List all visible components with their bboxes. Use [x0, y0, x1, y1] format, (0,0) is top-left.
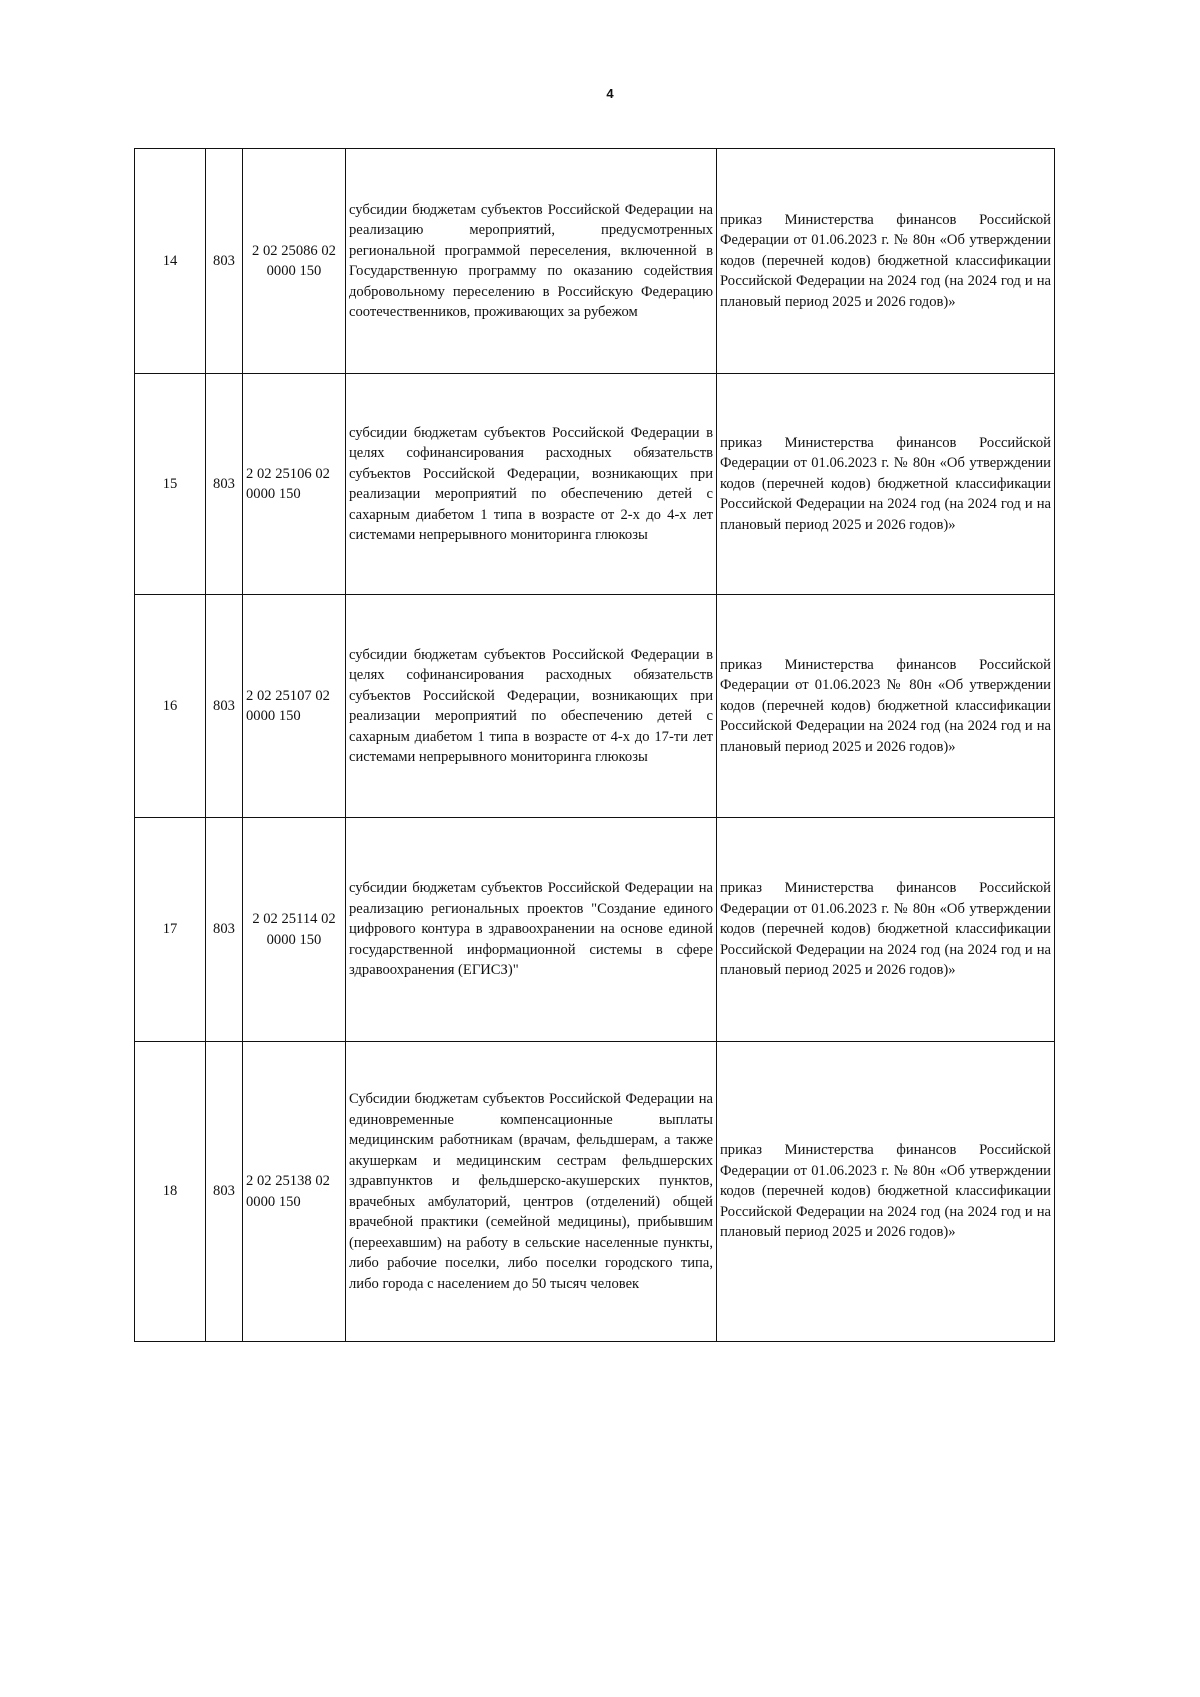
row-number: 14: [135, 149, 206, 374]
table-row: [135, 1042, 1055, 1342]
admin-code: 803: [206, 818, 243, 1042]
income-description: субсидии бюджетам субъектов Российской Федерации в целях софинансирования расходных обязательств субъектов Российской Федерации, возникающих при реализации мероприятий по обеспечению детей с сахарным диабетом 1 типа в возрасте от 4-х до 17-ти лет системами непрерывного мониторинга глюкозы: [346, 595, 717, 818]
legal-basis: приказ Министерства финансов Российской Федерации от 01.06.2023 г. № 80н «Об утверждении кодов (перечней кодов) бюджетной классификации Российской Федерации на 2024 год (на 2024 год и на плановый период 2025 и 2026 годов)»: [717, 149, 1055, 374]
page-number: 4: [606, 86, 614, 101]
admin-code: 803: [206, 1042, 243, 1342]
legal-basis: приказ Министерства финансов Российской Федерации от 01.06.2023 г. № 80н «Об утверждении кодов (перечней кодов) бюджетной классификации Российской Федерации на 2024 год (на 2024 год и на плановый период 2025 и 2026 годов)»: [717, 1042, 1055, 1342]
table-row: [135, 149, 1055, 374]
legal-basis: приказ Министерства финансов Российской Федерации от 01.06.2023 № 80н «Об утверждении кодов (перечней кодов) бюджетной классификации Российской Федерации на 2024 год (на 2024 год и на плановый период 2025 и 2026 годов)»: [717, 595, 1055, 818]
table-row: [135, 818, 1055, 1042]
admin-code: 803: [206, 595, 243, 818]
income-description: Субсидии бюджетам субъектов Российской Федерации на единовременные компенсационные выплаты медицинским работникам (врачам, фельдшерам, а также акушеркам и медицинским сестрам фельдшерских здравпунктов и фельдшерско-акушерских пунктов, врачебных амбулаторий, центров (отделений) общей врачебной практики (семейной медицины), прибывшим (переехавшим) на работу в сельские населенные пункты, либо рабочие поселки, либо поселки городского типа, либо города с населением до 50 тысяч человек: [346, 1042, 717, 1342]
table-row: [135, 374, 1055, 595]
budget-code: 2 02 25086 02 0000 150: [243, 149, 346, 374]
legal-basis: приказ Министерства финансов Российской Федерации от 01.06.2023 г. № 80н «Об утверждении кодов (перечней кодов) бюджетной классификации Российской Федерации на 2024 год (на 2024 год и на плановый период 2025 и 2026 годов)»: [717, 374, 1055, 595]
budget-code: 2 02 25138 02 0000 150: [243, 1042, 346, 1342]
row-number: 17: [135, 818, 206, 1042]
income-description: субсидии бюджетам субъектов Российской Федерации на реализацию региональных проектов "Создание единого цифрового контура в здравоохранении на основе единой государственной информационной системы в сфере здравоохранения (ЕГИСЗ)": [346, 818, 717, 1042]
table-row: [135, 595, 1055, 818]
budget-code: 2 02 25114 02 0000 150: [243, 818, 346, 1042]
income-description: субсидии бюджетам субъектов Российской Федерации на реализацию мероприятий, предусмотренных региональной программой переселения, включенной в Государственную программу по оказанию содействия добровольному переселению в Российскую Федерацию соотечественников, проживающих за рубежом: [346, 149, 717, 374]
income-description: субсидии бюджетам субъектов Российской Федерации в целях софинансирования расходных обязательств субъектов Российской Федерации, возникающих при реализации мероприятий по обеспечению детей с сахарным диабетом 1 типа в возрасте от 2-х до 4-х лет системами непрерывного мониторинга глюкозы: [346, 374, 717, 595]
budget-codes-table: [134, 148, 1055, 1342]
admin-code: 803: [206, 374, 243, 595]
legal-basis: приказ Министерства финансов Российской Федерации от 01.06.2023 г. № 80н «Об утверждении кодов (перечней кодов) бюджетной классификации Российской Федерации на 2024 год (на 2024 год и на плановый период 2025 и 2026 годов)»: [717, 818, 1055, 1042]
row-number: 15: [135, 374, 206, 595]
admin-code: 803: [206, 149, 243, 374]
budget-code: 2 02 25107 02 0000 150: [243, 595, 346, 818]
row-number: 18: [135, 1042, 206, 1342]
budget-code: 2 02 25106 02 0000 150: [243, 374, 346, 595]
row-number: 16: [135, 595, 206, 818]
